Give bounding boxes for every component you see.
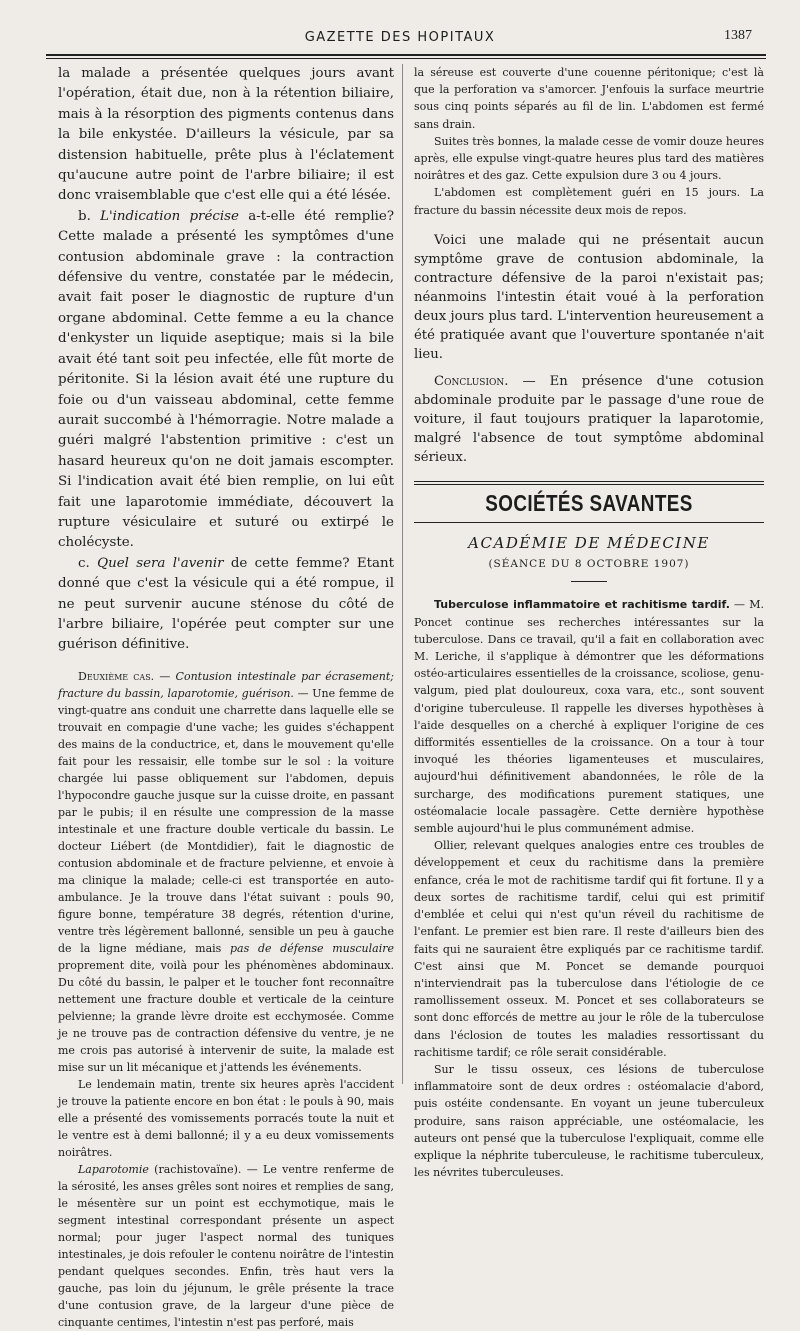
conclusion-heading: Conclusion. xyxy=(434,373,509,389)
case-two xyxy=(58,668,394,1331)
paragraph-text: (rachistovaïne). — Le ventre renferme de la sérosité, les anses grêles sont noires et remplies de sang, le mésentère sur un point est ecchymotique, mais le segment intestinal correspondant présente un aspect normal; pour juger l'aspect normal des tuniques intestinales, je dois refouler le contenu noirâtre de l'intestin pendant quelques secondes. Enfin, très haut vers la gauche, pas loin du jéjunum, le grêle présente la trace d'une contusion grave, de la largeur d'une pièce de cinquante centimes, l'intestin n'est pas perforé, mais xyxy=(58,1162,394,1329)
case-subtitle: Contusion intestinale par écrasement; fracture du bassin, laparotomie, guérison. xyxy=(58,669,395,700)
paragraph: Suites très bonnes, la malade cesse de vomir douze heures après, elle expulse vingt-quatre heures plus tard des matières noirâtres et des gaz. Cette expulsion dure 3 ou 4 jours. xyxy=(414,134,764,183)
academy-heading: ACADÉMIE DE MÉDECINE xyxy=(468,534,710,553)
paragraph xyxy=(414,596,764,837)
paragraph-text: de cette femme? Etant donné que c'est la vésicule qui a été rompue, il ne peut survenir aucune sténose du côté de l'arbre biliaire, l'opérée peut compter sur une guérison définitive. xyxy=(58,555,394,653)
summary-block xyxy=(414,231,764,467)
paragraph-text: a-t-elle été remplie? Cette malade a présenté les symptômes d'une contusion abdominale grave : la contraction défensive du ventre, constatée par le médecin, avait fait poser le diagnostic de rupture d'un organe abdominal. Cette femme a eu la chance d'enkyster un liquide aseptique; mais si la bile avait été tant soit peu infectée, elle fût morte de péritonite. Si la lésion avait été une rupture du foie ou d'un vaisseau abdominal, cette femme aurait succombé à l'hémorragie. Notre malade a guéri malgré l'abstention primitive : c'est un hasard heureux qu'on ne doit jamais escompter. Si l'indication avait été bien remplie, on lui eût fait une laparotomie immédiate, découvert la rupture vésiculaire et suturé ou extirpé le cholécyste. xyxy=(58,208,395,551)
paragraph: Voici une malade qui ne présentait aucun symptôme grave de contusion abdominale, la contracture défensive de la paroi n'existait pas; néanmoins l'intestin était voué à la perforation deux jours plus tard. L'intervention heureusement a été pratiquée avant que l'ouverture spontanée n'ait lieu. xyxy=(414,232,764,362)
paragraph-text: proprement dite, voilà pour les phénomènes abdominaux. Du côté du bassin, le palper et le toucher font reconnaître nettement une fracture double et verticale de la ceinture pelvienne; la grande lèvre droite est ecchymosée. Comme je ne trouve pas de contraction défensive du ventre, je ne me crois pas autorisé à intervenir de suite, la malade est mise sur un lit mécanique et j'attends les événements. xyxy=(58,958,394,1074)
paragraph-text: — Une femme de vingt-quatre ans conduit une charrette dans laquelle elle se trouvait en compagie d'une vache; les guides s'échappent des mains de la conductrice, et, dans le mouvement qu'elle fait pour les ressaisir, elle tombe sur le sol : la voiture chargée lui passe obliquement sur l'abdomen, depuis l'hypocondre gauche jusque sur la cuisse droite, en passant par le pubis; il en résulte une compression de la masse intestinale et une fracture double verticale du bassin. Le docteur Liébert (de Montdidier), fait le diagnostic de contusion abdominale et de fracture pelvienne, et envoie à ma clinique la malade; celle-ci est transportée en auto-ambulance. Je la trouve dans l'état suivant : pouls 90, figure bonne, température 38 degrés, rétention d'urine, ventre très légèrement ballonné, sensible un peu à gauche de la ligne médiane, mais xyxy=(58,686,394,955)
emphasis: Quel sera l'avenir xyxy=(97,555,224,571)
right-column xyxy=(414,64,764,1181)
short-rule xyxy=(571,581,607,582)
paragraph: la malade a présentée quelques jours avant l'opération, était due, non à la rétention biliaire, mais à la résorption des pigments contenus dans la bile enkystée. D'ailleurs la vésicule, par sa distension habituelle, prête plus à l'éclatement qu'aucune autre point de l'arbre biliaire; il est donc vraisemblable que c'est elle qui a été lésée. xyxy=(58,66,394,204)
column-divider xyxy=(402,64,403,1084)
page-header xyxy=(0,22,800,46)
paragraph: la séreuse est couverte d'une couenne péritonique; c'est là que la perforation va s'amorcer. J'enfouis la surface meurtrie sous cinq points séparés au fil de lin. L'abdomen est fermé sans drain. xyxy=(414,66,764,131)
section-underline xyxy=(414,522,764,523)
journal-title: GAZETTE DES HOPITAUX xyxy=(304,30,496,45)
paragraph: Ollier, relevant quelques analogies entre ces troubles de développement et ceux du rachitisme dans la première enfance, créa le mot de rachitisme tardif qui fit fortune. Il y a deux sortes de rachitisme tardif, celui qui est primitif d'emblée et celui qui n'est qu'un réveil du rachitisme de l'enfant. Le premier est bien rare. Il reste d'ailleurs bien des faits qui ne sauraient être expliqués par ce rachitisme tardif. C'est ainsi que M. Poncet se demande pourquoi n'interviendrait pas la tuberculose dans l'étiologie de ce ramollissement osseux. M. Poncet et ses collaborateurs se sont donc efforcés de mettre au jour le rôle de la tuberculose dans l'éclosion de toutes les maladies ressortissant du rachitisme tardif; ce rôle serait considérable. xyxy=(414,839,764,1059)
dash: — xyxy=(154,669,176,683)
paragraph xyxy=(58,1161,394,1331)
paragraph: L'abdomen est complètement guéri en 15 jours. La fracture du bassin nécessite deux mois de repos. xyxy=(414,186,764,217)
paragraph xyxy=(58,554,394,656)
page-number: 1387 xyxy=(724,28,752,43)
session-date: (SÉANCE DU 8 OCTOBRE 1907) xyxy=(488,558,690,571)
paragraph xyxy=(58,668,394,1076)
section-rule xyxy=(414,481,764,485)
header-rule xyxy=(46,54,766,59)
emphasis: Laparotomie xyxy=(78,1162,149,1176)
emphasis: L'indication précise xyxy=(100,208,239,224)
lead-text xyxy=(58,64,394,656)
item-letter: b. xyxy=(78,208,101,224)
paragraph: Sur le tissu osseux, ces lésions de tuberculose inflammatoire sont de deux ordres : ostéomalacie d'abord, puis ostéite condensante. En voyant un jeune tuberculeux produire, sans raison appréciable, une ostéomalacie, les auteurs ont pensé que la tuberculose l'expliquait, comme elle explique la néphrite tuberculeuse, le rachitisme tuberculeux, les névrites tuberculeuses. xyxy=(414,1062,764,1180)
emphasis: pas de défense musculaire xyxy=(230,941,394,955)
paragraph: Le lendemain matin, trente six heures après l'accident je trouve la patiente encore en bon état : le pouls à 90, mais elle a présenté des vomissements porracés toute la nuit et le ventre est à demi ballonné; il y a eu deux vomissements noirâtres. xyxy=(58,1077,394,1159)
paragraph xyxy=(414,372,764,467)
paragraph xyxy=(58,207,394,554)
article-title: Tuberculose inflammatoire et rachitisme tardif. xyxy=(434,598,730,612)
section-title: SOCIÉTÉS SAVANTES xyxy=(485,489,693,516)
case-heading: Deuxième cas. xyxy=(78,669,155,683)
left-column xyxy=(58,64,394,1331)
paragraph-text: — M. Poncet continue ses recherches intéressantes sur la tuberculose. Dans ce travail, qu'il a fait en collaboration avec M. Leriche, il s'applique à démontrer que les déformations ostéo-articulaires essentielles de la croissance, scoliose, genu-valgum, pied plat douloureux, coxa vara, etc., sont souvent d'origine tuberculeuse. Il rappelle les diverses hypothèses à l'aide desquelles on a cherché à expliquer l'origine de ces difformités essentielles de la croissance. On a tour à tour invoqué les théories ligamenteuses et musculaires, aujourd'hui définitivement abandonnées, le rôle de la surcharge, des modifications purement statiques, une ostéomalacie locale passagère. Cette dernière hypothèse semble aujourd'hui le plus communément admise. xyxy=(414,598,764,836)
paragraph-text: — En présence d'une cotusion abdominale produite par le passage d'une roue de voiture, il faut toujours pratiquer la laparotomie, malgré l'absence de tout symptôme abdominal sérieux. xyxy=(414,373,764,465)
item-letter: c. xyxy=(78,555,98,571)
